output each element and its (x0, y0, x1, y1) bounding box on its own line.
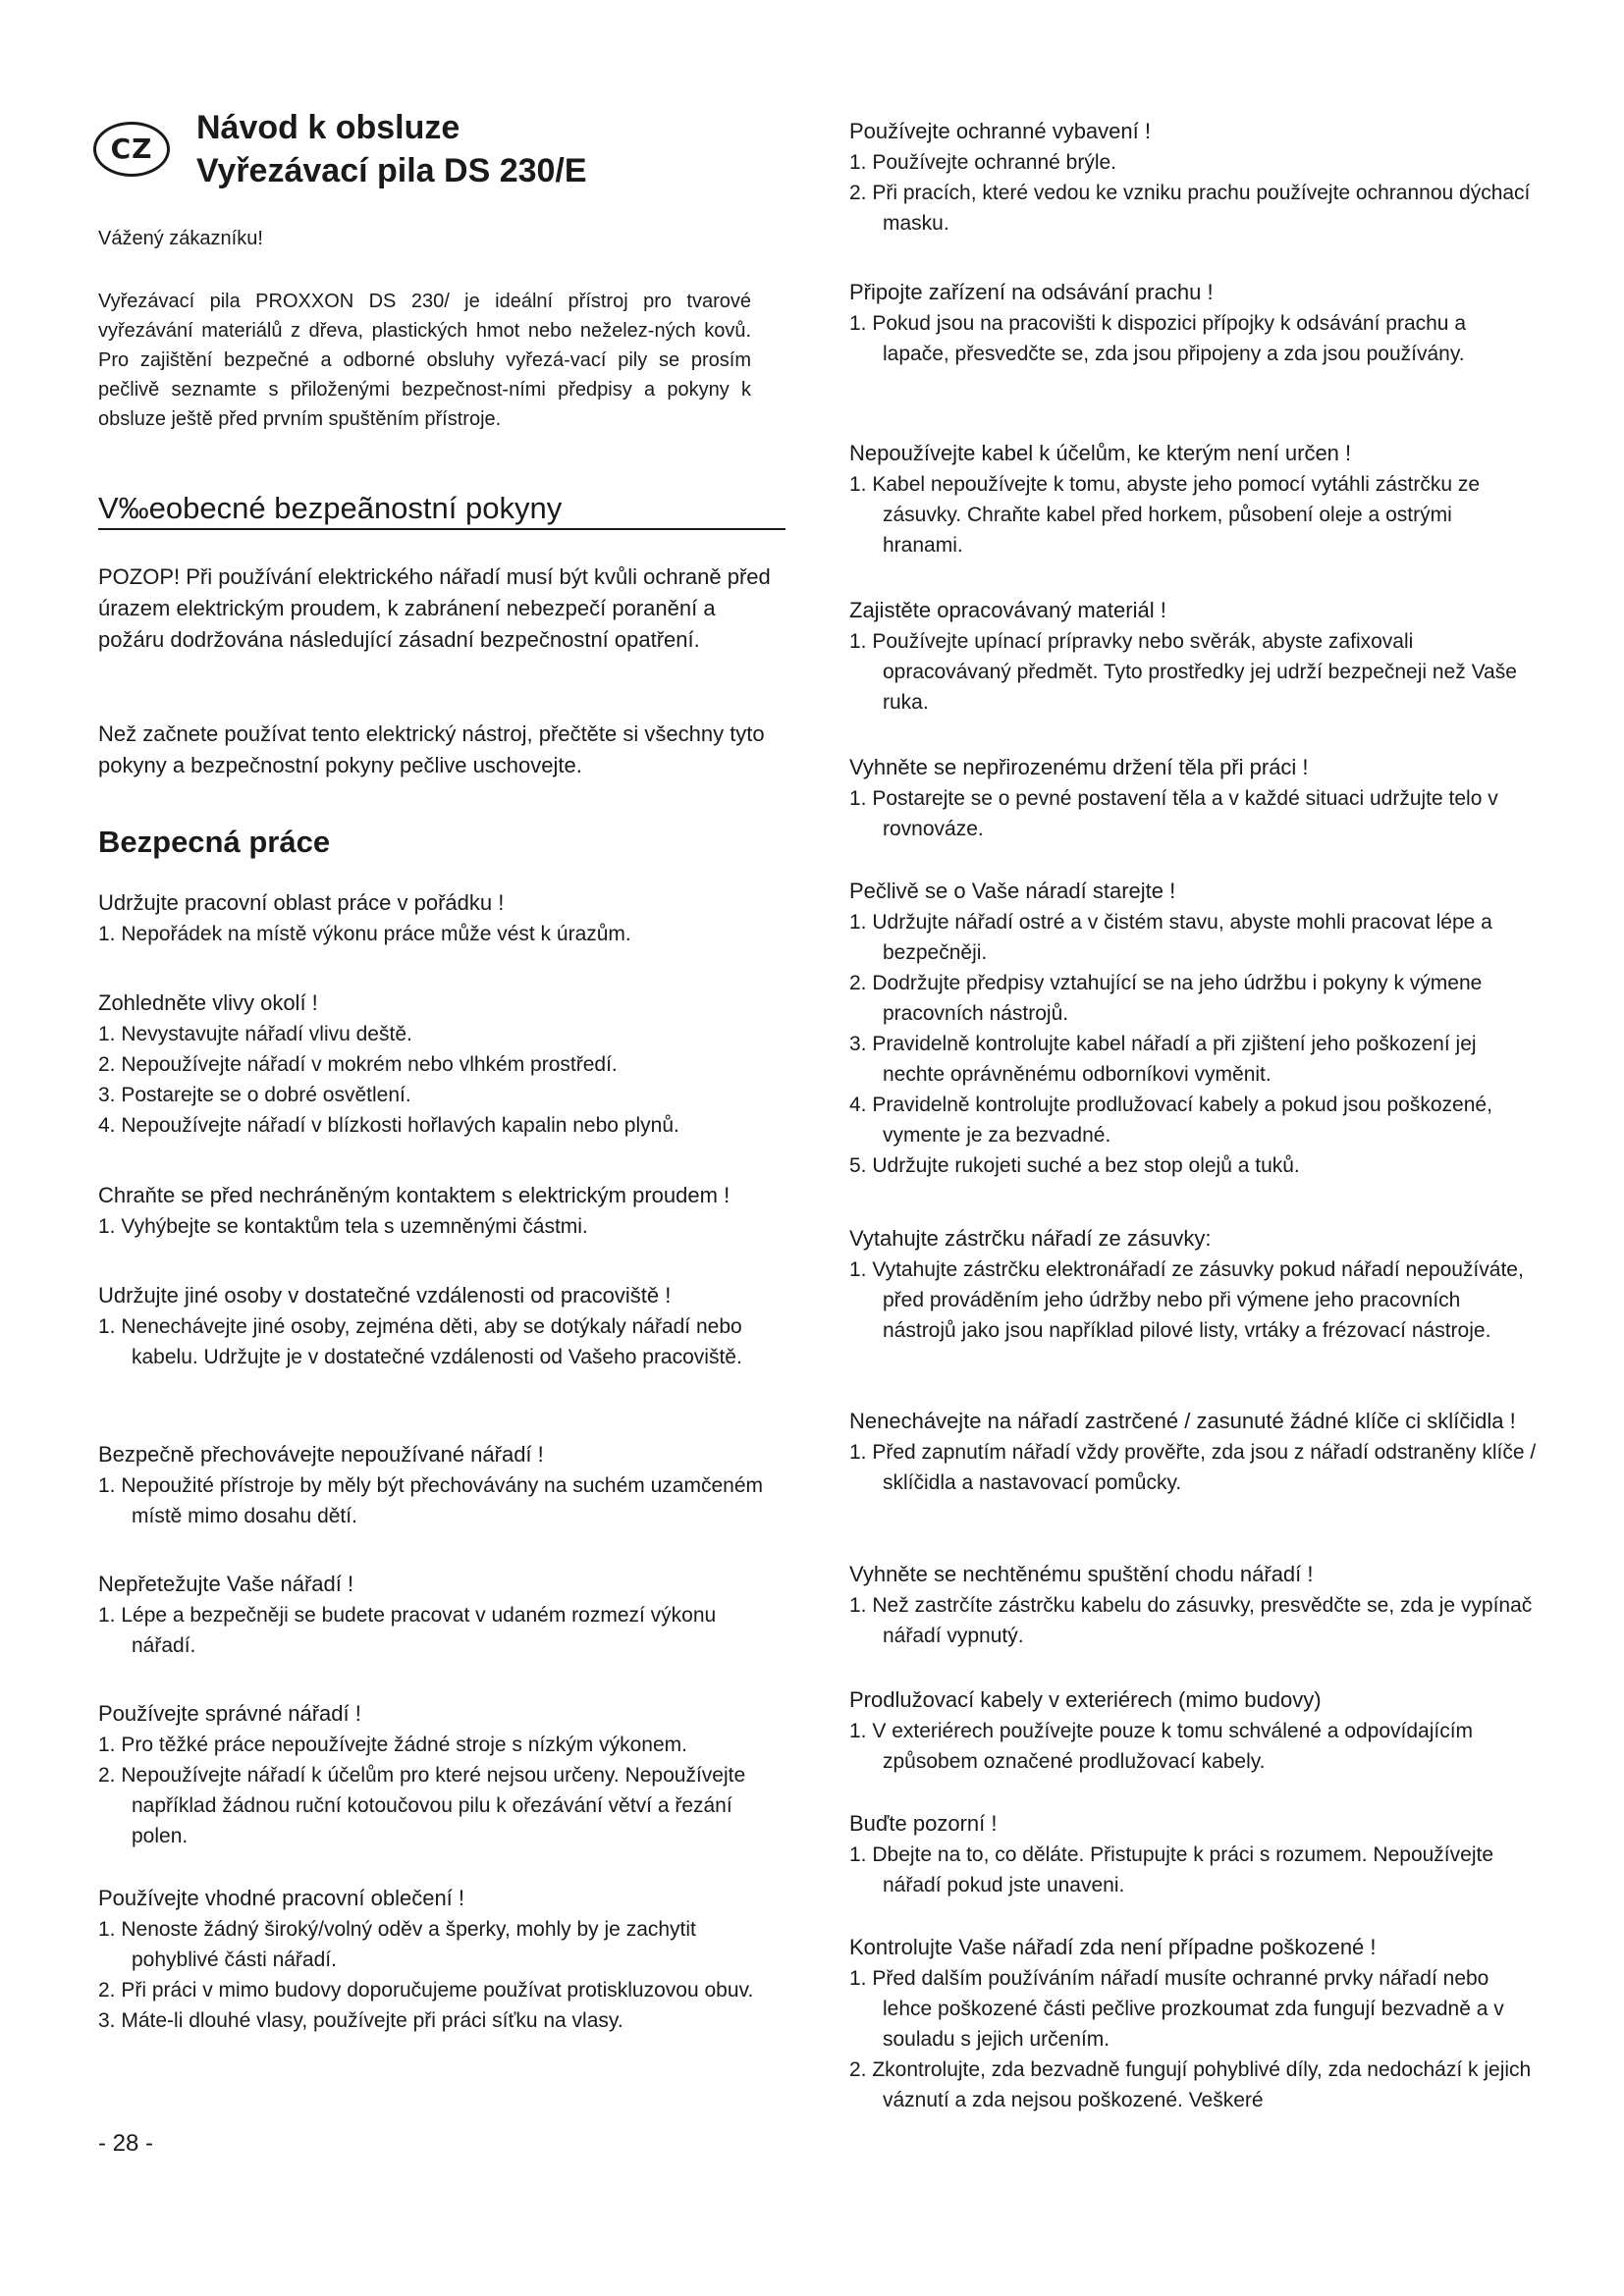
list-item: 2. Zkontrolujte, zda bezvadně fungují pohyblivé díly, zda nedochází k jejich váznutí a zda nejsou poškozené. Veškeré (849, 2058, 1532, 2111)
right-block-2 (849, 438, 1537, 561)
left-block-4 (98, 1439, 785, 1531)
block-heading: Bezpečně přechovávejte nepoužívané nářadí ! (98, 1442, 544, 1467)
block-heading: Nepřetežujte Vaše nářadí ! (98, 1572, 354, 1596)
list-item: 2. Při pracích, které vedou ke vzniku prachu používejte ochrannou dýchací masku. (849, 182, 1531, 235)
list-item: 1. Dbejte na to, co děláte. Přistupujte k práci s rozumem. Nepoužívejte nářadí pokud jste unaveni. (849, 1843, 1493, 1896)
list-item: 1. Kabel nepoužívejte k tomu, abyste jeho pomocí vytáhli zástrčku ze zásuvky. Chraňte kabel před horkem, působení oleje a ostrými hranami. (849, 473, 1481, 557)
block-heading: Nenechávejte na nářadí zastrčené / zasunuté žádné klíče ci sklíčidla ! (849, 1409, 1516, 1433)
section-title-safe-work: Bezpecná práce (98, 825, 331, 859)
salutation: Vážený zákazníku! (98, 228, 263, 249)
block-heading: Používejte správné nářadí ! (98, 1701, 361, 1726)
list-item: 1. Používejte ochranné brýle. (849, 151, 1116, 174)
list-item: 1. Než zastrčíte zástrčku kabelu do zásuvky, presvědčte se, zda je vypínač nářadí vypnutý. (849, 1594, 1533, 1647)
list-item: 1. Nepoužité přístroje by měly být přechovávány na suchém uzamčeném místě mimo dosahu dětí. (98, 1474, 763, 1527)
list-item: 1. Nepořádek na místě výkonu práce může vést k úrazům. (98, 923, 631, 945)
right-block-9 (849, 1684, 1537, 1777)
right-block-1 (849, 277, 1537, 369)
list-item: 1. Před zapnutím nářadí vždy prověřte, zda jsou z nářadí odstraněny klíče / sklíčidla a nastavovací pomůcky. (849, 1441, 1537, 1494)
block-heading: Zohledněte vlivy okolí ! (98, 990, 318, 1015)
list-item: 4. Pravidelně kontrolujte prodlužovací kabely a pokud jsou poškozené, vymente je za bezvadné. (849, 1094, 1492, 1147)
list-item: 3. Máte-li dlouhé vlasy, používejte při práci síťku na vlasy. (98, 2009, 623, 2032)
list-item: 1. Vytahujte zástrčku elektronářadí ze zásuvky pokud nářadí nepoužíváte, před prováděním jeho údržby nebo při výmene jeho pracovních nástrojů jako jsou například pilové listy, vrtáky a frézovací nástroje. (849, 1258, 1524, 1342)
left-block-0 (98, 887, 785, 949)
list-item: 3. Postarejte se o dobré osvětlení. (98, 1084, 411, 1106)
page-number: - 28 - (98, 2130, 154, 2157)
list-item: 2. Dodržujte předpisy vztahující se na jeho údržbu i pokyny k výmene pracovních nástrojů. (849, 972, 1483, 1025)
list-item: 4. Nepoužívejte nářadí v blízkosti hořlavých kapalin nebo plynů. (98, 1114, 679, 1137)
intro-paragraph: Vyřezávací pila PROXXON DS 230/ je ideální přístroj pro tvarové vyřezávání materiálů z dřeva, plastických hmot nebo neželez-ných kovů. Pro zajištění bezpečné a odborné obsluhy vyřezá-vací pily se prosím pečlivě seznamte s přiloženými bezpečnost-ními předpisy a pokyny k obsluze ještě před prvním spuštěním přístroje. (98, 291, 751, 430)
block-heading: Připojte zařízení na odsávání prachu ! (849, 280, 1214, 304)
list-item: 1. Nevystavujte nářadí vlivu deště. (98, 1023, 412, 1045)
block-heading: Nepoužívejte kabel k účelům, ke kterým není určen ! (849, 441, 1352, 465)
list-item: 1. Pro těžké práce nepoužívejte žádné stroje s nízkým výkonem. (98, 1734, 687, 1756)
block-heading: Pečlivě se o Vaše náradí starejte ! (849, 879, 1176, 903)
left-block-6 (98, 1698, 785, 1851)
header (93, 108, 722, 216)
list-item: 2. Nepoužívejte nářadí k účelům pro které nejsou určeny. Nepoužívejte například žádnou ruční kotoučovou pilu k ořezávání větví a řezání polen. (98, 1764, 746, 1847)
block-heading: Zajistěte opracovávaný materiál ! (849, 598, 1166, 622)
block-heading: Udržujte jiné osoby v dostatečné vzdálenosti od pracoviště ! (98, 1283, 672, 1308)
list-item: 1. V exteriérech používejte pouze k tomu schválené a odpovídajícím způsobem označené prodlužovací kabely. (849, 1720, 1474, 1773)
right-block-10 (849, 1808, 1537, 1900)
block-heading: Prodlužovací kabely v exteriérech (mimo budovy) (849, 1687, 1322, 1712)
list-item: 3. Pravidelně kontrolujte kabel nářadí a při zjištení jeho poškození jej nechte oprávněnému odborníkovi vyměnit. (849, 1033, 1477, 1086)
block-heading: Vyhněte se nepřirozenému držení těla při práci ! (849, 755, 1309, 779)
right-block-3 (849, 595, 1537, 718)
document-title: Návod k obsluze (196, 109, 460, 146)
block-heading: Vyhněte se nechtěnému spuštění chodu nářadí ! (849, 1562, 1314, 1586)
section-title-general-safety: V‰eobecné bezpeãnostní pokyny (98, 489, 785, 530)
block-heading: Buďte pozorní ! (849, 1811, 998, 1836)
list-item: 1. Udržujte nářadí ostré a v čistém stavu, abyste mohli pracovat lépe a bezpečněji. (849, 911, 1492, 964)
language-badge: CZ (93, 122, 170, 177)
block-heading: Kontrolujte Vaše nářadí zda není případne poškozené ! (849, 1935, 1377, 1959)
right-block-4 (849, 752, 1537, 844)
left-block-7 (98, 1883, 785, 2036)
list-item: 5. Udržujte rukojeti suché a bez stop olejů a tuků. (849, 1154, 1300, 1177)
right-block-8 (849, 1559, 1537, 1651)
list-item: 1. Pokud jsou na pracovišti k dispozici přípojky k odsávání prachu a lapače, přesvedčte se, zda jsou připojeny a zda jsou používány. (849, 312, 1467, 365)
left-block-5 (98, 1569, 785, 1661)
list-item: 1. Nenechávejte jiné osoby, zejména děti, aby se dotýkaly nářadí nebo kabelu. Udržujte je v dostatečné vzdálenosti od Vašeho pracoviště. (98, 1315, 742, 1368)
list-item: 2. Při práci v mimo budovy doporučujeme používat protiskluzovou obuv. (98, 1979, 754, 2002)
block-heading: Udržujte pracovní oblast práce v pořádku ! (98, 890, 505, 915)
list-item: 1. Lépe a bezpečněji se budete pracovat v udaném rozmezí výkonu nářadí. (98, 1604, 717, 1657)
list-item: 1. Před dalším používáním nářadí musíte ochranné prvky nářadí nebo lehce poškozené části pečlive prozkoumat zda fungují bezvadně a v souladu s jejich určením. (849, 1967, 1504, 2051)
block-heading: Vytahujte zástrčku nářadí ze zásuvky: (849, 1226, 1212, 1251)
block-heading: Chraňte se před nechráněným kontaktem s elektrickým proudem ! (98, 1183, 731, 1207)
document-subtitle: Vyřezávací pila DS 230/E (196, 152, 587, 189)
list-item: 2. Nepoužívejte nářadí v mokrém nebo vlhkém prostředí. (98, 1053, 618, 1076)
list-item: 1. Nenoste žádný široký/volný oděv a šperky, mohly by je zachytit pohyblivé části nářadí. (98, 1918, 696, 1971)
warning-paragraph: POZOP! Při používání elektrického nářadí musí být kvůli ochraně před úrazem elektrickým proudem, k zabránení nebezpečí poranění a požáru dodržována následující zásadní bezpečnostní opatření. (98, 564, 771, 652)
list-item: 1. Postarejte se o pevné postavení těla a v každé situaci udržujte telo v rovnováze. (849, 787, 1498, 840)
right-block-7 (849, 1406, 1537, 1498)
read-instructions-paragraph: Než začnete používat tento elektrický nástroj, přečtěte si všechny tyto pokyny a bezpečnostní pokyny pečlive uschovejte. (98, 721, 765, 777)
left-block-2 (98, 1180, 785, 1242)
right-block-6 (849, 1223, 1537, 1346)
right-block-0 (849, 116, 1537, 239)
block-heading: Používejte ochranné vybavení ! (849, 119, 1151, 143)
block-heading: Používejte vhodné pracovní oblečení ! (98, 1886, 465, 1910)
right-block-11 (849, 1932, 1537, 2115)
left-block-3 (98, 1280, 785, 1372)
list-item: 1. Vyhýbejte se kontaktům tela s uzemněnými částmi. (98, 1215, 588, 1238)
right-block-5 (849, 876, 1537, 1181)
left-block-1 (98, 988, 785, 1141)
list-item: 1. Používejte upínací prípravky nebo svěrák, abyste zafixovali opracovávaný předmět. Tyto prostředky jej udrží bezpečneji než Vaše ruka. (849, 630, 1517, 714)
